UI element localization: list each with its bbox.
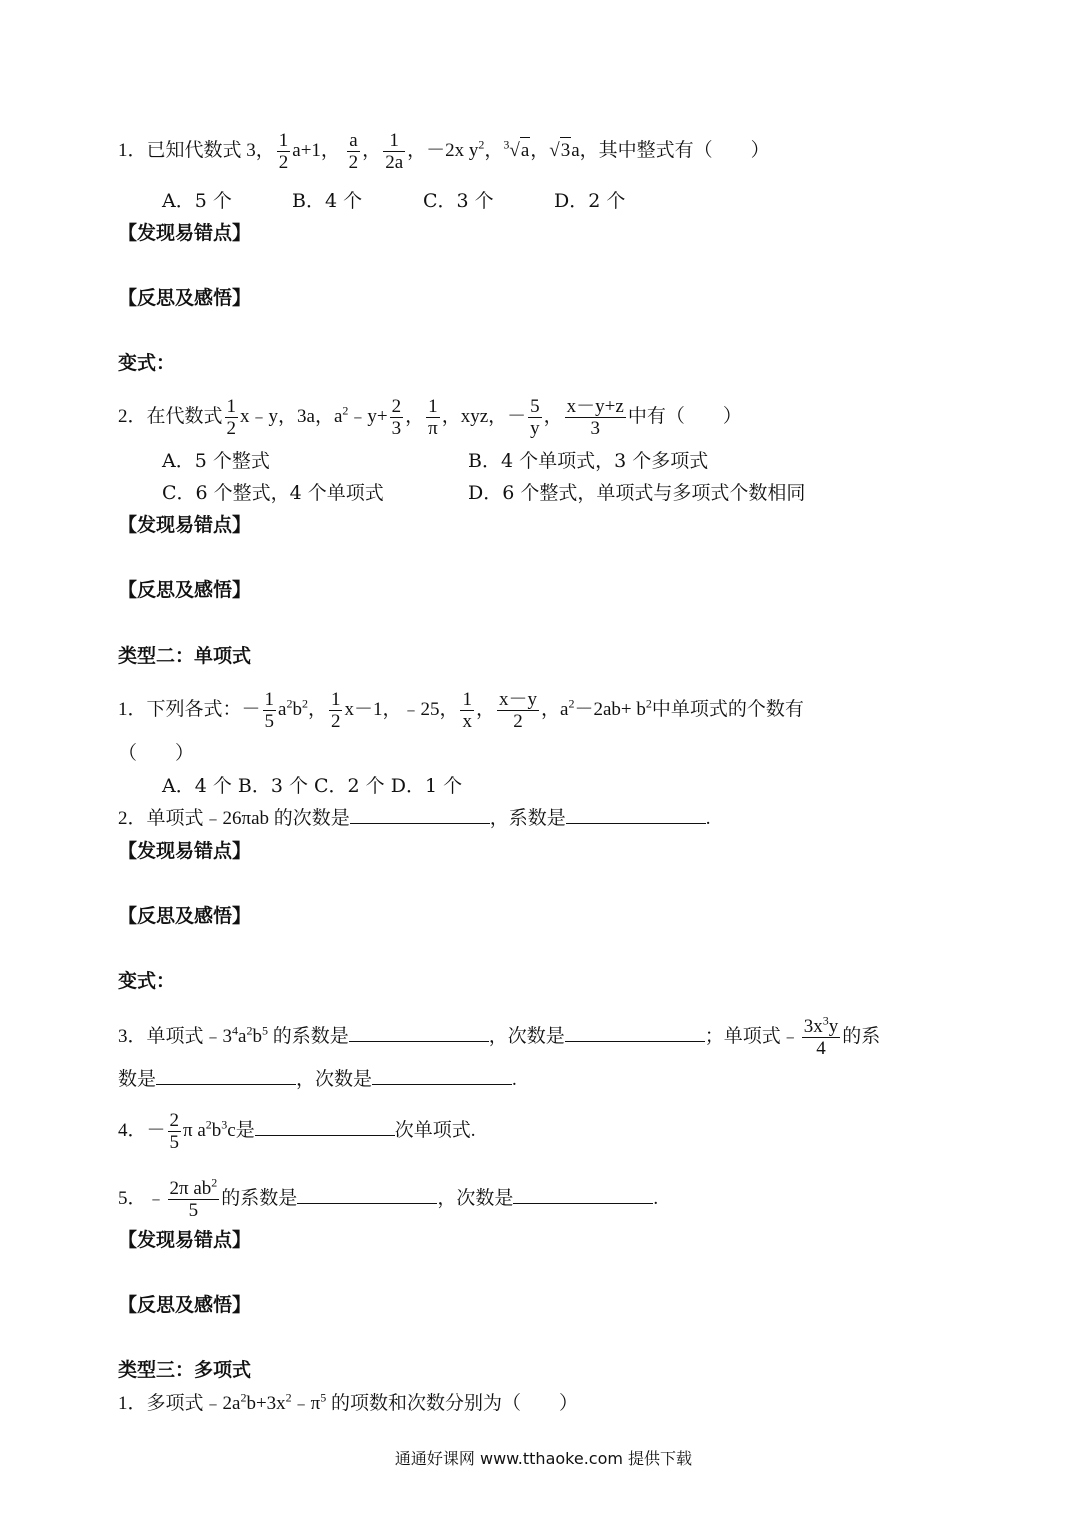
question-text: ；单项式﹣ [704, 1025, 800, 1047]
radicand: a [520, 137, 530, 164]
fraction [168, 1175, 220, 1221]
answer-blank[interactable] [349, 1023, 489, 1042]
question-text: ， [307, 698, 327, 720]
fraction [426, 396, 440, 439]
fraction [497, 689, 539, 732]
options-row: A．4 个 B．3 个 C．2 个 D．1 个 [162, 775, 463, 797]
option-a: A．5 个 [162, 190, 232, 212]
question-text: 2．在代数式 [118, 405, 223, 427]
section-heading: 类型三：多项式 [118, 1359, 252, 1381]
numerator: x－y [499, 689, 538, 710]
exponent: 2 [205, 1117, 212, 1132]
root-index: 3 [503, 137, 510, 152]
question-text: ，－2x y [407, 139, 479, 161]
exponent: 2 [240, 1390, 247, 1405]
question-text: b [292, 698, 302, 720]
question-text: a，其中整式有（ ） [571, 139, 770, 161]
fraction [460, 689, 474, 732]
question-text: 的系数是 [267, 1025, 349, 1047]
numerator: 1 [383, 130, 405, 152]
exponent: 3 [822, 1013, 829, 1028]
question-text: 的系 [842, 1025, 881, 1047]
reflect-label: 【反思及感悟】 [118, 905, 252, 927]
numerator: a [347, 130, 361, 152]
reflect-label: 【反思及感悟】 [118, 579, 252, 601]
question-text: . [705, 808, 711, 829]
question-text: a+1， [292, 139, 340, 161]
exponent: 3 [221, 1117, 228, 1132]
denominator: 2 [226, 418, 237, 439]
question-text: 1．多项式﹣2a [118, 1393, 241, 1414]
section-heading: 类型二：单项式 [118, 645, 252, 667]
exponent: 2 [246, 1023, 253, 1038]
exponent: 5 [261, 1023, 268, 1038]
numerator: 1 [278, 130, 289, 151]
question-text: a [238, 1025, 247, 1047]
denominator: 3 [590, 418, 600, 439]
question-text: . [653, 1187, 659, 1209]
question-5 [118, 1175, 659, 1221]
fraction [565, 396, 626, 439]
fraction [347, 130, 361, 173]
fraction [528, 396, 542, 439]
answer-blank[interactable] [255, 1117, 395, 1136]
fraction [802, 1013, 841, 1059]
denominator: x [462, 711, 472, 732]
question-text: 4．－ [118, 1119, 166, 1141]
numerator: x－y+z [566, 396, 624, 417]
numerator-text: 2π ab [169, 1178, 212, 1199]
answer-blank[interactable] [565, 1023, 705, 1042]
option-b: B．4 个 [292, 190, 363, 212]
error-label: 【发现易错点】 [118, 1229, 252, 1251]
page-footer: 通通好课网 www.tthaoke.com 提供下载 [394, 1449, 693, 1468]
numerator: 1 [264, 689, 275, 710]
denominator: 3 [391, 418, 402, 439]
question-text: 次单项式. [394, 1119, 476, 1141]
question-text: b+3x [246, 1393, 286, 1414]
answer-blank[interactable] [297, 1185, 437, 1204]
exponent: 2 [568, 696, 575, 711]
question-text: －2ab+ b [574, 698, 646, 720]
numerator: 1 [226, 396, 237, 417]
question-text: b [211, 1119, 222, 1141]
denominator: 2 [330, 711, 341, 732]
question-text: ﹣π [291, 1393, 321, 1414]
answer-paren: （ ） [118, 742, 195, 764]
fraction [329, 689, 343, 732]
numerator: 2 [391, 396, 402, 417]
error-label: 【发现易错点】 [118, 840, 252, 862]
question-text: 1．已知代数式 3， [118, 139, 275, 161]
question-text: 数是 [118, 1069, 157, 1090]
question-text: ，次数是 [296, 1069, 373, 1090]
fraction [168, 1110, 182, 1153]
answer-blank[interactable] [566, 805, 706, 824]
question-text: 的系数是 [221, 1187, 298, 1209]
fraction [225, 396, 239, 439]
question-text: 1．下列各式：－ [118, 698, 261, 720]
numerator [802, 1013, 841, 1038]
question-2: 2．在代数式 $\frac{1}{2}$ x﹣y，3a，$a^2﹣y+$ $\frac{2}{3}$ ， $\frac{1}{\pi}$ ，xyz，－ $\frac{5}{y}$ ， $\frac{x-y+z}{3}$ 中有（ ） [118, 396, 742, 439]
denominator: 2 [513, 711, 523, 732]
option-c: C．3 个 [423, 190, 494, 212]
error-label: 【发现易错点】 [118, 514, 252, 536]
question-text: 2．单项式﹣26πab 的次数是 [118, 808, 350, 829]
question-text: ，a [541, 698, 569, 720]
question-text: ，xyz，－ [441, 405, 527, 427]
question-text: ，次数是 [488, 1025, 565, 1047]
question-3-line2 [118, 1066, 517, 1093]
error-label: 【发现易错点】 [118, 222, 252, 244]
numerator-text: 3x [803, 1016, 823, 1037]
question-text: a [278, 698, 287, 720]
question-text: ，次数是 [437, 1187, 514, 1209]
question-text: c是 [227, 1119, 255, 1141]
numerator [168, 1175, 220, 1200]
denominator: 5 [188, 1200, 199, 1221]
question-4 [118, 1110, 476, 1153]
answer-blank[interactable] [350, 805, 490, 824]
option-c: C．6 个整式，4 个单项式 [162, 482, 384, 504]
reflect-label: 【反思及感悟】 [118, 287, 252, 309]
answer-blank[interactable] [513, 1185, 653, 1204]
question-text: 3．单项式﹣3 [118, 1025, 233, 1047]
answer-blank[interactable] [156, 1066, 296, 1085]
exponent: 2 [478, 137, 485, 152]
question-text: ，系数是 [489, 808, 566, 829]
exponent: 2 [645, 696, 652, 711]
radicand: 3 [560, 137, 572, 164]
option-d: D．2 个 [554, 190, 626, 212]
exponent: 2 [301, 696, 308, 711]
denominator: 2 [348, 152, 359, 173]
question-t2-1: 1．下列各式：－ $\frac{1}{5}$ $a^2b^2$， $\frac{1}{2}$ x－1，﹣25， $\frac{1}{x}$ ， $\frac{x-y}{2}$ ，$a^2-2ab+ b^2$中单项式的个数有 [118, 689, 804, 732]
question-text: 中有（ ） [627, 405, 742, 427]
question-text: 中单项式的个数有 [651, 698, 804, 720]
numerator: 1 [330, 689, 341, 710]
question-text: 的项数和次数分别为（ ） [326, 1393, 579, 1414]
question-t3-1 [118, 1391, 578, 1417]
exponent: 2 [285, 1390, 292, 1405]
numerator: 1 [462, 689, 472, 710]
question-1: 1．已知代数式 3， $\frac{1}{2}$ a+1， $\frac{a}{2}$ ， $\frac{1}{2a}$ ，－2x $y^2$，$^3$√a，√3a，其中整式有（ ） [118, 130, 770, 173]
denominator: π [428, 418, 438, 439]
question-text: x－1，﹣25， [344, 698, 459, 720]
exponent: 2 [286, 696, 293, 711]
question-text: . [512, 1069, 517, 1090]
answer-blank[interactable] [372, 1066, 512, 1085]
question-text: 5．﹣ [118, 1187, 166, 1209]
question-text: x﹣y，3a，a [240, 405, 343, 427]
exponent: 2 [342, 403, 349, 418]
numerator: 5 [530, 396, 540, 417]
exponent: 2 [211, 1175, 218, 1190]
fraction [390, 396, 404, 439]
variant-label: 变式： [118, 970, 176, 992]
question-t2-2 [118, 805, 711, 832]
numerator: 2 [169, 1110, 180, 1131]
denominator: 5 [169, 1132, 180, 1153]
variant-label: 变式： [118, 352, 176, 374]
numerator-text: y [828, 1016, 839, 1037]
option-d: D．6 个整式，单项式与多项式个数相同 [468, 482, 806, 504]
options-row [162, 188, 625, 214]
fraction [263, 689, 277, 732]
numerator: 1 [426, 396, 440, 418]
denominator: 5 [264, 711, 275, 732]
question-3 [118, 1013, 881, 1059]
fraction [277, 130, 291, 173]
question-text: ﹣y+ [348, 405, 388, 427]
option-a: A．5 个整式 [162, 450, 270, 472]
denominator: y [530, 418, 540, 439]
reflect-label: 【反思及感悟】 [118, 1294, 252, 1316]
denominator: 4 [816, 1038, 826, 1059]
exponent: 5 [320, 1390, 327, 1405]
question-text: b [252, 1025, 262, 1047]
exponent: 4 [232, 1023, 239, 1038]
option-b: B．4 个单项式，3 个多项式 [468, 450, 709, 472]
question-text: π a [183, 1119, 206, 1141]
denominator: 2a [385, 152, 404, 173]
fraction [383, 130, 405, 173]
denominator: 2 [278, 152, 289, 173]
